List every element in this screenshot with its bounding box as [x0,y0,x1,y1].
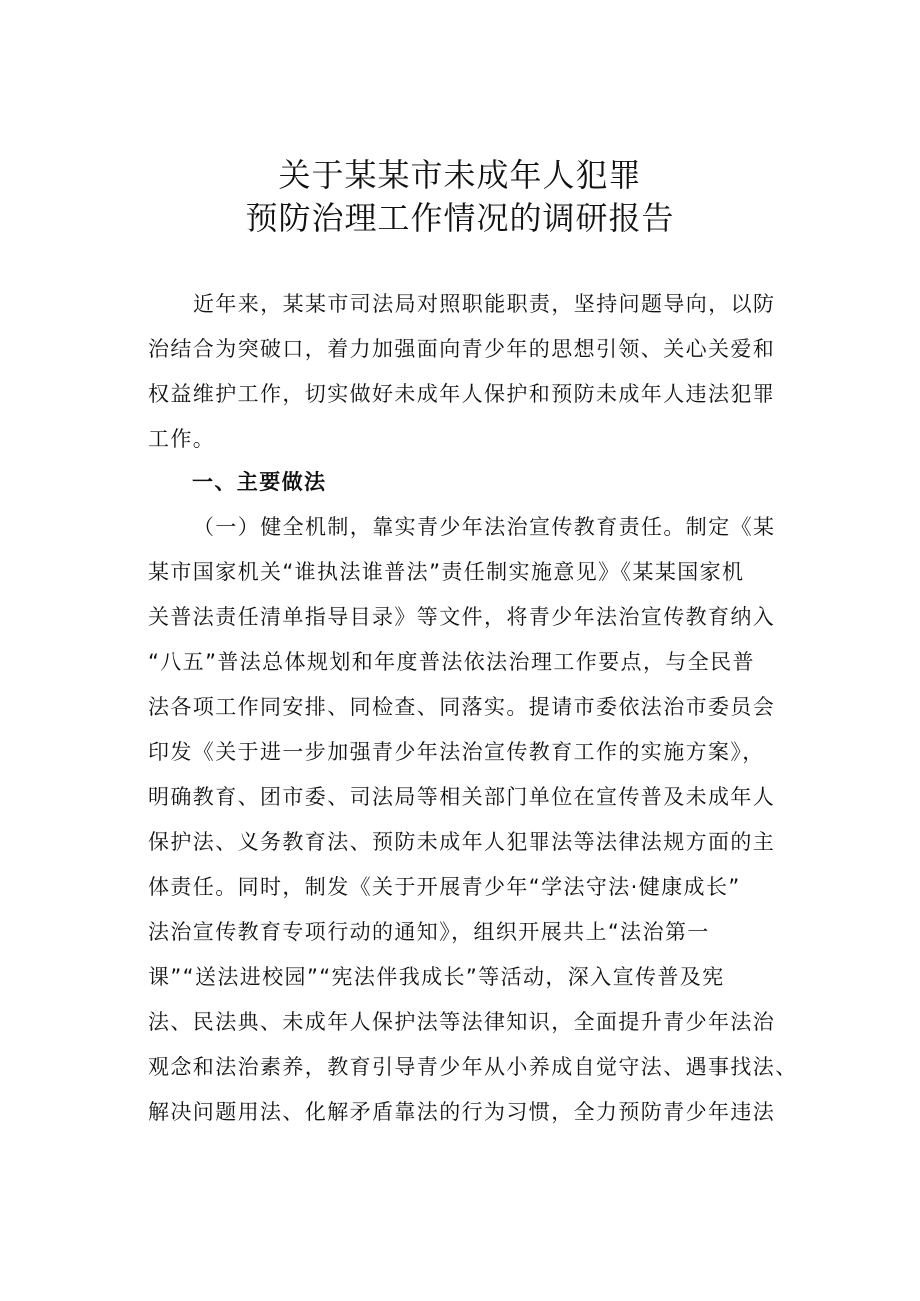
paragraph-line: 法各项工作同安排、同检查、同落实。提请市委依法治市委员会 [148,695,776,719]
paragraph-line: 体责任。同时，制发《关于开展青少年“学法守法·健康成长” [148,875,741,899]
paragraph-line: 法治宣传教育专项行动的通知》，组织开展共上“法治第一 [148,920,710,944]
paragraph-line: 课”“送法进校园”“宪法伴我成长”等活动，深入宣传普及宪 [148,965,725,989]
intro-line: 权益维护工作，切实做好未成年人保护和预防未成年人违法犯罪 [148,382,776,406]
paragraph-line: 解决问题用法、化解矛盾靠法的行为习惯，全力预防青少年违法 [148,1100,776,1124]
paragraph-line: 关普法责任清单指导目录》等文件，将青少年法治宣传教育纳入 [148,605,776,629]
paragraph-line: 观念和法治素养，教育引导青少年从小养成自觉守法、遇事找法、 [148,1055,798,1079]
paragraph-line: 明确教育、团市委、司法局等相关部门单位在宣传普及未成年人 [148,785,776,809]
paragraph-line: 印发《关于进一步加强青少年法治宣传教育工作的实施方案》， [148,740,765,764]
paragraph-line: 某市国家机关“谁执法谁普法”责任制实施意见》《某某国家机 [148,560,745,584]
document-title-line-2: 预防治理工作情况的调研报告 [245,199,675,237]
paragraph-line: 法、民法典、未成年人保护法等法律知识，全面提升青少年法治 [148,1010,776,1034]
paragraph-line: 保护法、义务教育法、预防未成年人犯罪法等法律法规方面的主 [148,830,776,854]
section-heading: 一、主要做法 [192,470,327,494]
paragraph-line: （一）健全机制，靠实青少年法治宣传教育责任。制定《某 [193,515,776,539]
intro-line: 工作。 [148,427,216,451]
document-title-line-1: 关于某某市未成年人犯罪 [278,156,642,194]
paragraph-line: “八五”普法总体规划和年度普法依法治理工作要点，与全民普 [148,650,755,674]
intro-line: 治结合为突破口，着力加强面向青少年的思想引领、关心关爱和 [148,337,776,361]
intro-line: 近年来，某某市司法局对照职能职责，坚持问题导向，以防 [193,292,776,316]
